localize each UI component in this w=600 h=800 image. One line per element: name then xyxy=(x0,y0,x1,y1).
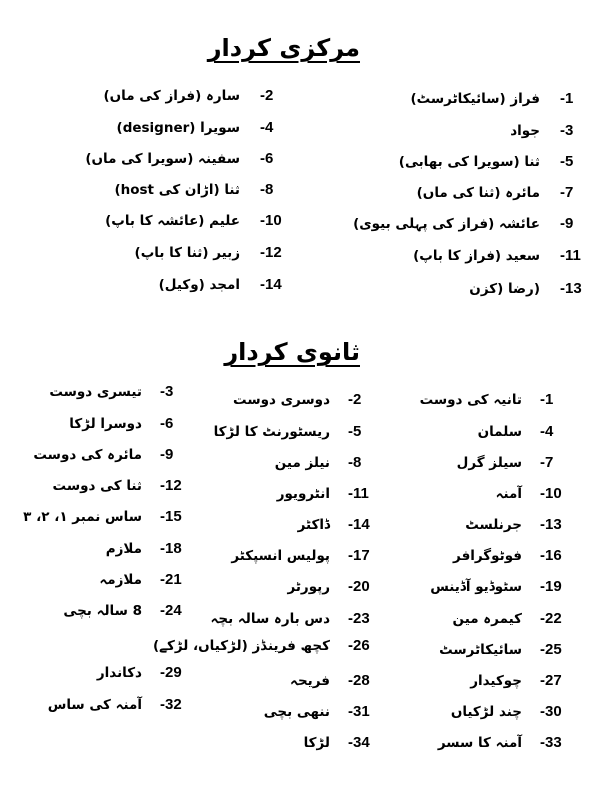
item-number: -7 xyxy=(540,454,554,471)
item-number: -19 xyxy=(540,578,562,595)
item-number: -8 xyxy=(260,181,274,198)
character-name: مائرہ (ثنا کی ماں) xyxy=(416,185,540,201)
character-name: ننھی بچی xyxy=(263,704,330,720)
item-number: -31 xyxy=(348,703,370,720)
item-number: -7 xyxy=(560,184,574,201)
secondary-column-3-row xyxy=(0,659,600,687)
item-number: -6 xyxy=(160,415,174,432)
character-name: تانیہ کی دوست xyxy=(419,392,522,408)
secondary-column-2-row xyxy=(0,729,600,757)
main-left-column-row xyxy=(0,82,600,110)
character-name: چند لڑکیاں xyxy=(450,704,522,720)
item-number: -30 xyxy=(540,703,562,720)
item-number: -8 xyxy=(348,454,362,471)
item-number: -24 xyxy=(160,602,182,619)
character-name: ثنا کی دوست xyxy=(52,478,142,494)
secondary-column-3-row xyxy=(0,503,600,531)
item-number: -4 xyxy=(540,423,554,440)
character-name: فراز (سائیکاٹرسٹ) xyxy=(410,91,540,107)
item-number: -9 xyxy=(160,446,174,463)
item-number: -27 xyxy=(540,672,562,689)
main-left-column-row xyxy=(0,176,600,204)
character-name: علیم (عائشہ کا باپ) xyxy=(105,213,240,229)
item-number: -13 xyxy=(560,280,582,297)
item-number: -14 xyxy=(260,276,282,293)
item-number: -3 xyxy=(160,383,174,400)
character-name: آمنہ xyxy=(495,486,522,502)
item-number: -26 xyxy=(348,637,370,654)
item-number: -21 xyxy=(160,571,182,588)
character-name: رپورٹر xyxy=(287,579,330,595)
item-number: -10 xyxy=(540,485,562,502)
item-number: -11 xyxy=(348,485,369,502)
item-number: -16 xyxy=(540,547,562,564)
character-name: چوکیدار xyxy=(470,673,522,689)
secondary-column-3-row xyxy=(0,441,600,469)
character-name: فریحہ xyxy=(290,673,330,689)
character-name: عائشہ (فراز کی پہلی بیوی) xyxy=(353,216,540,232)
character-name: ریسٹورنٹ کا لڑکا xyxy=(213,424,330,440)
item-number: -5 xyxy=(560,153,574,170)
secondary-column-3-row xyxy=(0,597,600,625)
item-number: -33 xyxy=(540,734,562,751)
secondary-column-3-row xyxy=(0,566,600,594)
character-name: کچھ فرینڈز (لڑکیاں، لڑکے) xyxy=(152,638,330,654)
secondary-column-3-row xyxy=(0,378,600,406)
character-name: تیسری دوست xyxy=(49,384,142,400)
item-number: -22 xyxy=(540,610,562,627)
character-name: دوسری دوست xyxy=(233,392,330,408)
character-name: سلمان xyxy=(477,424,522,440)
character-name: دوسرا لڑکا xyxy=(69,416,142,432)
character-name: کیمرہ مین xyxy=(452,611,522,627)
character-name: دکاندار xyxy=(96,665,142,681)
character-name: ڈاکٹر xyxy=(297,517,330,533)
character-name: ساس نمبر ۱، ۲، ۳ xyxy=(23,509,142,525)
item-number: -29 xyxy=(160,664,182,681)
secondary-column-3-row xyxy=(0,535,600,563)
item-number: -12 xyxy=(160,477,182,494)
character-name: لڑکا xyxy=(303,735,330,751)
item-number: -2 xyxy=(348,391,362,408)
item-number: -4 xyxy=(260,119,274,136)
item-number: -25 xyxy=(540,641,562,658)
secondary-column-3-row xyxy=(0,410,600,438)
item-number: -15 xyxy=(160,508,182,525)
item-number: -13 xyxy=(540,516,562,533)
character-name: 8 سالہ بچی xyxy=(63,603,142,619)
item-number: -34 xyxy=(348,734,370,751)
character-name: انٹرویور xyxy=(276,486,330,502)
secondary-column-3-row xyxy=(0,691,600,719)
item-number: -1 xyxy=(560,90,574,107)
item-number: -2 xyxy=(260,87,274,104)
character-name: مائرہ کی دوست xyxy=(33,447,142,463)
item-number: -10 xyxy=(260,212,282,229)
item-number: -14 xyxy=(348,516,370,533)
item-number: -18 xyxy=(160,540,182,557)
character-name: ملازمہ xyxy=(99,572,142,588)
item-number: -9 xyxy=(560,215,574,232)
main-left-column-row xyxy=(0,207,600,235)
secondary-characters-heading: ثانوی کردار xyxy=(224,338,360,366)
character-name: امجد (وکیل) xyxy=(158,277,240,293)
character-name: (رضا (کزن xyxy=(469,281,540,297)
character-name: سائیکاٹرسٹ xyxy=(439,642,522,658)
character-name: فوٹوگرافر xyxy=(453,548,522,564)
character-name: سعید (فراز کا باپ) xyxy=(413,248,540,264)
item-number: -32 xyxy=(160,696,182,713)
secondary-column-2-row xyxy=(0,632,600,660)
item-number: -20 xyxy=(348,578,370,595)
main-left-column-row xyxy=(0,114,600,142)
item-number: -6 xyxy=(260,150,274,167)
character-name: ثنا (سویرا کی بھابی) xyxy=(398,154,540,170)
item-number: -1 xyxy=(540,391,554,408)
character-name: سفینہ (سویرا کی ماں) xyxy=(85,151,240,167)
character-name: جرنلسٹ xyxy=(465,517,522,533)
character-name: سٹوڈیو آڈینس xyxy=(430,579,522,595)
item-number: -12 xyxy=(260,244,282,261)
character-name: سارہ (فراز کی ماں) xyxy=(103,88,240,104)
character-name: سیلز گرل xyxy=(456,455,522,471)
character-name: ثنا (اڑان کی host) xyxy=(114,182,240,198)
character-name: نیلز مین xyxy=(274,455,330,471)
character-name: جواد xyxy=(510,123,540,139)
item-number: -5 xyxy=(348,423,362,440)
main-characters-heading: مرکزی کردار xyxy=(207,34,360,62)
item-number: -11 xyxy=(560,247,581,264)
main-left-column-row xyxy=(0,145,600,173)
character-name: سویرا (designer) xyxy=(116,120,240,136)
character-name: آمنہ کا سسر xyxy=(437,735,522,751)
secondary-column-3-row xyxy=(0,472,600,500)
character-name: زبیر (ثنا کا باپ) xyxy=(134,245,240,261)
character-name: ملازم xyxy=(105,541,142,557)
character-name: پولیس انسپکٹر xyxy=(231,548,330,564)
character-name: دس بارہ سالہ بچہ xyxy=(210,611,330,627)
main-left-column-row xyxy=(0,271,600,299)
item-number: -3 xyxy=(560,122,574,139)
character-name: آمنہ کی ساس xyxy=(47,697,142,713)
item-number: -17 xyxy=(348,547,370,564)
item-number: -28 xyxy=(348,672,370,689)
item-number: -23 xyxy=(348,610,370,627)
main-left-column-row xyxy=(0,239,600,267)
